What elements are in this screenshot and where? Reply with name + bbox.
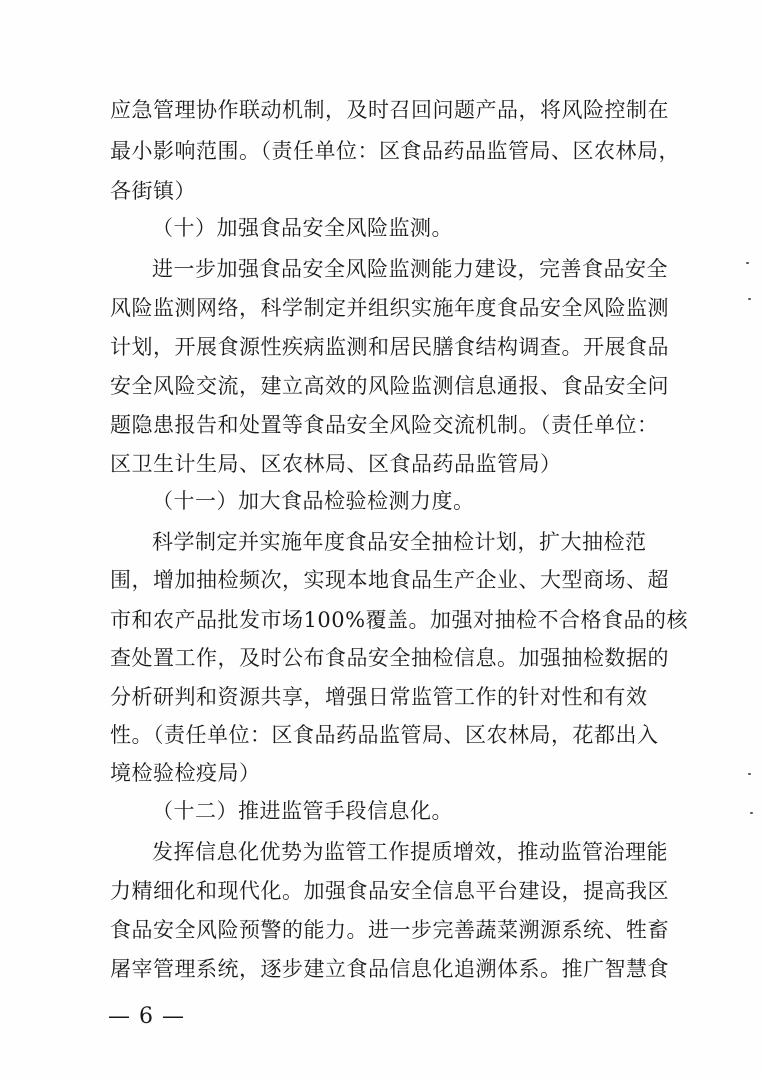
body-text-line: 各街镇） [110, 179, 196, 203]
body-text-line: 性。（责任单位：区食品药品监管局、区农林局，花都出入 [110, 723, 659, 747]
section-heading: （十）加强食品安全风险监测。 [152, 216, 453, 240]
page-number: — 6 — [108, 1004, 185, 1029]
paragraph-first-line: 发挥信息化优势为监管工作提质增效，推动监管治理能 [152, 840, 668, 864]
scan-speck [748, 773, 751, 775]
body-text-line: 食品安全风险预警的能力。进一步完善蔬菜溯源系统、牲畜 [110, 918, 669, 942]
body-text-line: 计划，开展食源性疾病监测和居民膳食结构调查。开展食品 [110, 335, 669, 359]
body-text-line: 安全风险交流，建立高效的风险监测信息通报、食品安全问 [110, 374, 669, 398]
body-text-line: 境检验检疫局） [110, 761, 261, 785]
body-text-line: 区卫生计生局、区农林局、区食品药品监管局） [110, 452, 562, 476]
body-text-line: 题隐患报告和处置等食品安全风险交流机制。（责任单位： [110, 413, 659, 437]
scan-speck [750, 812, 753, 814]
body-text-line: 市和农产品批发市场100%覆盖。加强对抽检不合格食品的核 [110, 608, 689, 632]
body-text-line: 分析研判和资源共享，增强日常监管工作的针对性和有效 [110, 685, 648, 709]
paragraph-first-line: 科学制定并实施年度食品安全抽检计划，扩大抽检范 [152, 530, 647, 554]
scan-speck [746, 262, 749, 264]
body-text-line: 最小影响范围。（责任单位：区食品药品监管局、区农林局， [110, 139, 680, 163]
section-heading: （十一）加大食品检验检测力度。 [152, 489, 475, 513]
body-text-line: 查处置工作，及时公布食品安全抽检信息。加强抽检数据的 [110, 646, 669, 670]
paragraph-first-line: 进一步加强食品安全风险监测能力建设，完善食品安全 [152, 257, 668, 281]
section-heading: （十二）推进监管手段信息化。 [152, 799, 453, 823]
body-text-line: 力精细化和现代化。加强食品安全信息平台建设，提高我区 [110, 879, 669, 903]
body-text-line: 围，增加抽检频次，实现本地食品生产企业、大型商场、超 [110, 568, 669, 592]
body-text-line: 应急管理协作联动机制，及时召回问题产品，将风险控制在 [110, 98, 669, 122]
scan-speck [748, 298, 751, 300]
body-text-line: 风险监测网络，科学制定并组织实施年度食品安全风险监测 [110, 296, 669, 320]
body-text-line: 屠宰管理系统，逐步建立食品信息化追溯体系。推广智慧食 [110, 957, 669, 981]
